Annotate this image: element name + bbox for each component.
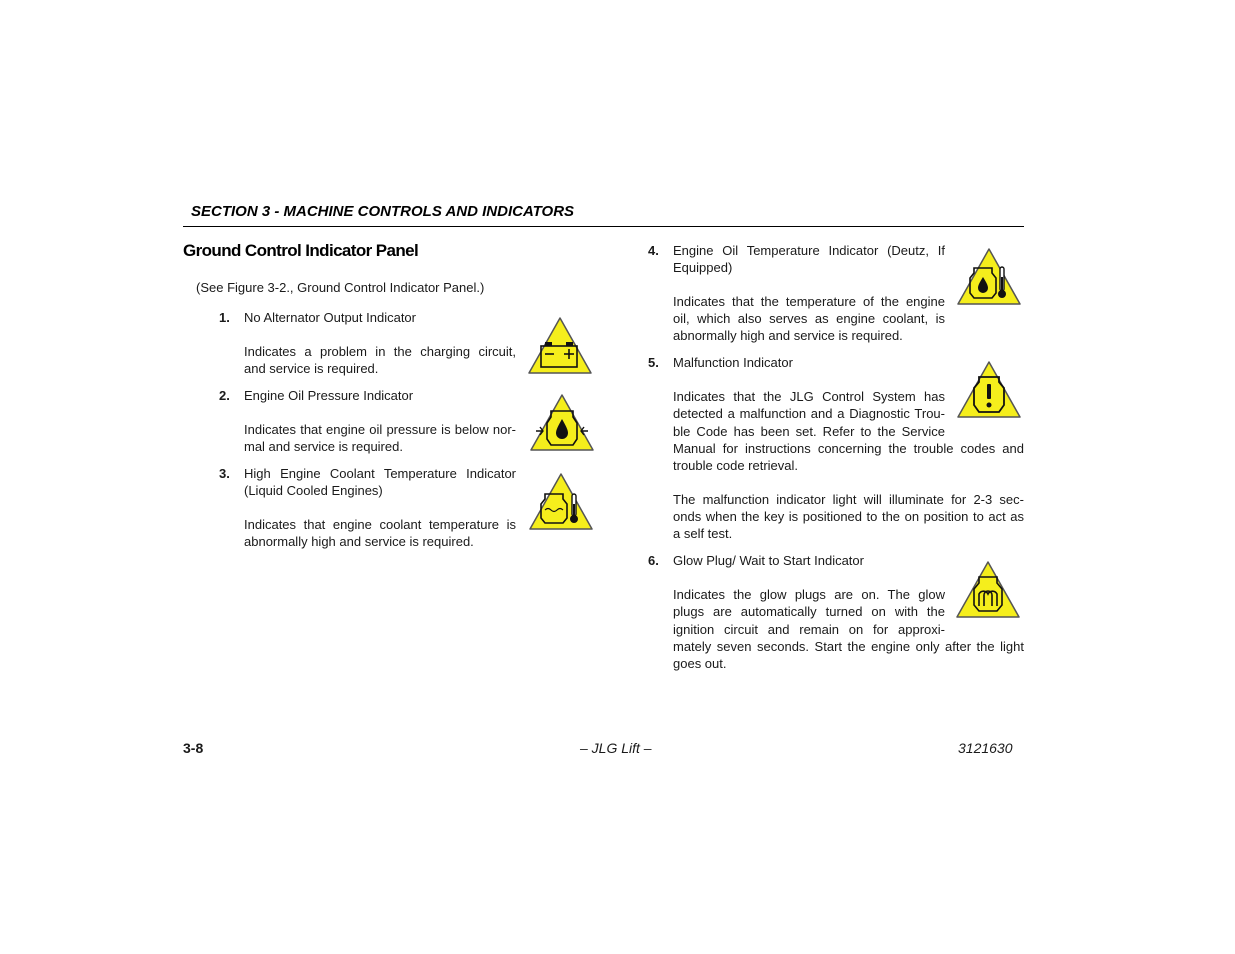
battery-icon [527, 316, 593, 376]
item-title: Malfunction Indicator [673, 355, 793, 370]
item-desc-line: a self test. [673, 526, 733, 541]
item-desc-line: mately seven seconds. Start the engine only after the light [673, 639, 1024, 654]
item-desc-line: plugs are automatically turned on with the [673, 604, 945, 619]
item-number: 5. [648, 355, 659, 370]
item-desc-line: The malfunction indicator light will illuminate for 2-3 sec- [673, 492, 1024, 507]
footer-center: – JLG Lift – [580, 740, 652, 756]
oil-temperature-icon [956, 247, 1022, 307]
item-desc-line: Indicates that the JLG Control System has [673, 389, 945, 404]
item-desc-line: trouble code retrieval. [673, 458, 799, 473]
item-number: 3. [219, 466, 230, 481]
item-desc-line: Indicates that engine coolant temperature is [244, 517, 516, 532]
malfunction-icon [956, 360, 1022, 420]
item-desc-line: detected a malfunction and a Diagnostic Trou- [673, 406, 945, 421]
item-title: Engine Oil Pressure Indicator [244, 388, 414, 403]
item-desc-line: Manual for instructions concerning the trouble codes and [673, 441, 1024, 456]
coolant-temperature-icon [528, 472, 594, 532]
item-desc-line: Indicates that engine oil pressure is below nor- [244, 422, 516, 437]
item-desc-line: abnormally high and service is required. [244, 534, 474, 549]
item-desc-line: ignition circuit and remain on for approxi- [673, 622, 945, 637]
item-desc-line: Indicates a problem in the charging circuit, [244, 344, 516, 359]
item-number: 2. [219, 388, 230, 403]
item-title: Engine Oil Temperature Indicator (Deutz, If [673, 243, 945, 258]
item-desc-line: onds when the key is positioned to the on position to act as [673, 509, 1024, 524]
item-desc-line: goes out. [673, 656, 727, 671]
document-number: 3121630 [958, 740, 1013, 756]
item-number: 1. [219, 310, 230, 325]
item-desc-line: Indicates the glow plugs are on. The glow [673, 587, 945, 602]
item-desc-line: oil, which also serves as engine coolant, is [673, 311, 945, 326]
section-header [183, 202, 1024, 227]
section-title: SECTION 3 - MACHINE CONTROLS AND INDICATORS [191, 203, 575, 220]
item-desc-line: abnormally high and service is required. [673, 328, 903, 343]
item-title: (Liquid Cooled Engines) [244, 483, 383, 498]
item-title: Equipped) [673, 260, 733, 275]
glow-plug-icon [955, 560, 1021, 620]
item-title: No Alternator Output Indicator [244, 310, 416, 325]
page-title: Ground Control Indicator Panel [183, 241, 419, 260]
item-desc-line: and service is required. [244, 361, 379, 376]
item-number: 6. [648, 553, 659, 568]
item-desc-line: mal and service is required. [244, 439, 403, 454]
item-desc-line: ble Code has been set. Refer to the Service [673, 424, 945, 439]
item-number: 4. [648, 243, 659, 258]
item-desc-line: Indicates that the temperature of the engine [673, 294, 945, 309]
item-title: Glow Plug/ Wait to Start Indicator [673, 553, 864, 568]
page-number: 3-8 [183, 740, 204, 756]
oil-pressure-icon [529, 393, 595, 453]
figure-reference: (See Figure 3-2., Ground Control Indicator Panel.) [196, 280, 485, 295]
item-title: High Engine Coolant Temperature Indicator [244, 466, 516, 481]
